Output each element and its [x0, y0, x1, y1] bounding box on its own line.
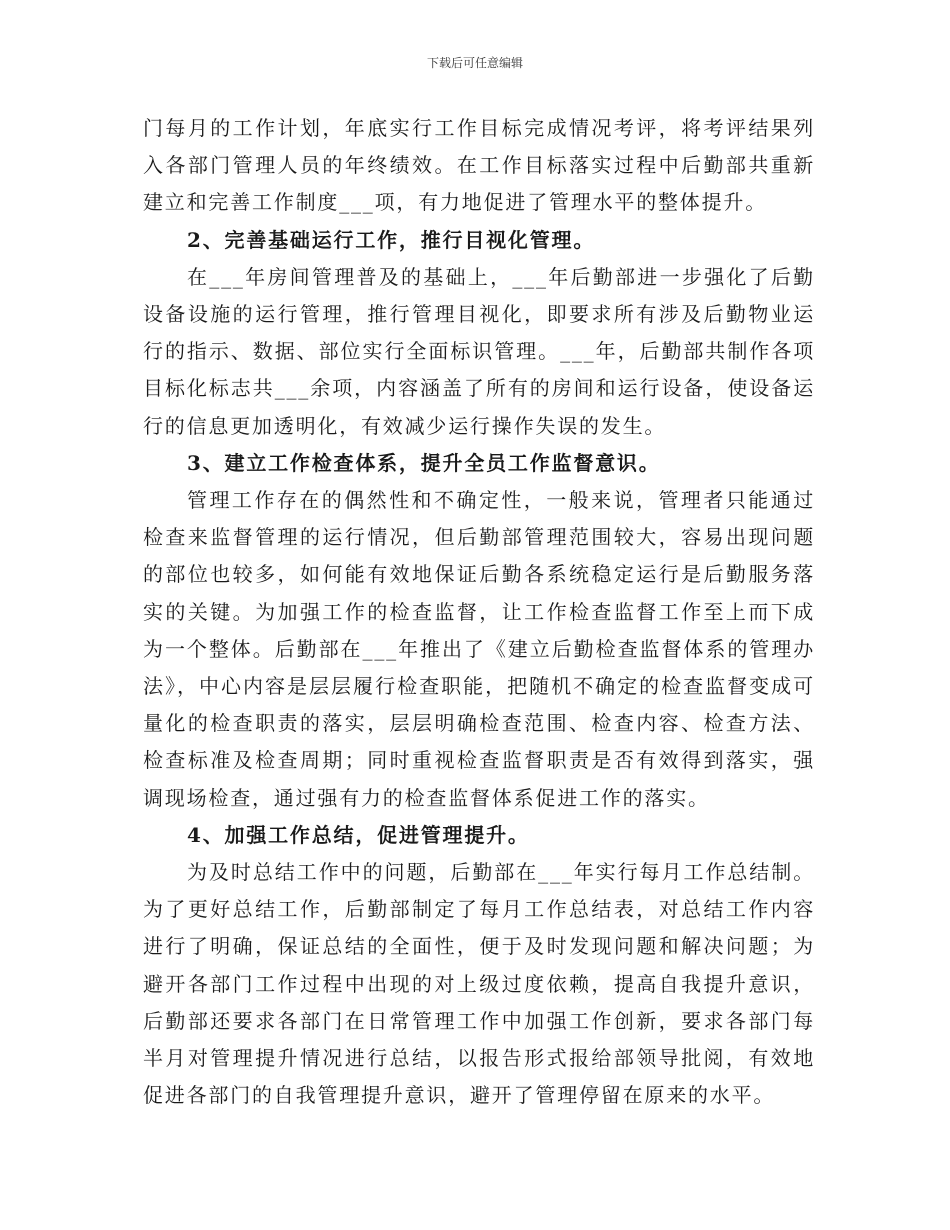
paragraph-section-2: 在___年房间管理普及的基础上，___年后勤部进一步强化了后勤设备设施的运行管理，推行管理目视化，即要求所有涉及后勤物业运行的指示、数据、部位实行全面标识管理。___年，后勤部共制作各项目标化标志共___余项，内容涵盖了所有的房间和运行设备，使设备运行的信息更加透明化，有效减少运行操作失误的发生。 [143, 264, 815, 438]
document-body [143, 110, 815, 1114]
paragraph-section-3: 管理工作存在的偶然性和不确定性，一般来说，管理者只能通过检查来监督管理的运行情况，但后勤部管理范围较大，容易出现问题的部位也较多，如何能有效地保证后勤各系统稳定运行是后勤服务落实的关键。为加强工作的检查监督，让工作检查监督工作至上而下成为一个整体。后勤部在___年推出了《建立后勤检查监督体系的管理办法》，中心内容是层层履行检查职能，把随机不确定的检查监督变成可量化的检查职责的落实，层层明确检查范围、检查内容、检查方法、检查标准及检查周期；同时重视检查监督职责是否有效得到落实，强调现场检查，通过强有力的检查监督体系促进工作的落实。 [143, 488, 815, 810]
section-heading-4: 4、加强工作总结，促进管理提升。 [187, 822, 530, 847]
page-header: 下载后可任意编辑 [426, 56, 523, 70]
section-heading-3: 3、建立工作检查体系，提升全员工作监督意识。 [187, 450, 661, 475]
paragraph-continued: 门每月的工作计划，年底实行工作目标完成情况考评，将考评结果列入各部门管理人员的年终绩效。在工作目标落实过程中后勤部共重新建立和完善工作制度___项，有力地促进了管理水平的整体提升。 [143, 116, 815, 215]
paragraph-section-4: 为及时总结工作中的问题，后勤部在___年实行每月工作总结制。为了更好总结工作，后勤部制定了每月工作总结表，对总结工作内容进行了明确，保证总结的全面性，便于及时发现问题和解决问题；为避开各部门工作过程中出现的对上级过度依赖，提高自我提升意识，后勤部还要求各部门在日常管理工作中加强工作创新，要求各部门每半月对管理提升情况进行总结，以报告形式报给部领导批阅，有效地促进各部门的自我管理提升意识，避开了管理停留在原来的水平。 [143, 860, 815, 1108]
section-heading-2: 2、完善基础运行工作，推行目视化管理。 [187, 227, 596, 252]
